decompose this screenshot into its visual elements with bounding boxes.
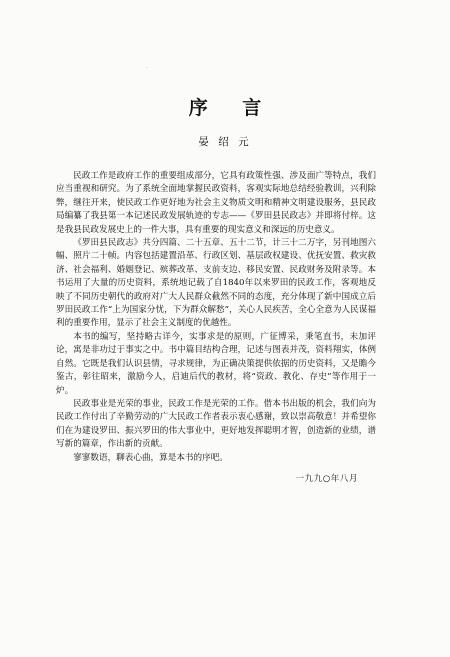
paragraph: 本书的编写，坚持略古详今，实事求是的原则，广征博采，秉笔直书，未加评论，寓是非功过于事实之中。书中篇目结构合理，记述与图表并茂，资料翔实，体例自然。它既是我们认识县情，寻求规律，为正确决策提供依据的历史资料，又是瞻今鉴古，彰往昭来，激励今人，启迪后代的教材，将“资政、教化、存史”等作用于一炉。 [56,331,376,396]
paragraph: 民政工作是政府工作的重要组成部分，它具有政策性强、涉及面广等特点，我们应当重视和研究。为了系统全面地掌握民政资料，客观实际地总结经验教训，兴利除弊，继往开来，使民政工作更好地为社会主义物质文明和精神文明建设服务，县民政局编纂了我县第一本记述民政发展轨迹的专志——《罗田县民政志》并即将付梓。这是我县民政发展史上的一件大事，具有重要的现实意义和深远的历史意义。 [56,171,376,235]
scan-speck: · [146,65,148,72]
page-title: 序 言 [188,97,276,119]
preface-date: 一九九○年八月 [295,474,358,484]
preface-body [56,170,376,465]
paragraph: 《罗田县民政志》共分四篇、二十五章、五十二节，计三十二万字，另刊地图六幅、照片二十帧。内容包括建置沿革、行政区划、基层政权建设、优抚安置、救灾救济、社会福利、婚姻登记、殡葬改革、支前支边、移民安置、民政财务及附录等。本书运用了大量的历史资料，系统地记载了自1840年以来罗田的民政工作，客观地反映了不同历史朝代的政府对广大人民群众截然不同的态度，充分体现了新中国成立后罗田民政工作“上为国家分忧，下为群众解愁”，关心人民疾苦，全心全意为人民谋福利的重要作用，显示了社会主义制度的优越性。 [56,238,376,329]
paragraph: 民政事业是光荣的事业，民政工作是光荣的工作。借本书出版的机会，我们向为民政工作付出了辛勤劳动的广大民政工作者表示衷心感谢，致以崇高敬意！并希望你们在为建设罗田、振兴罗田的伟大事业中，更好地发挥聪明才智，创造新的业绩，谱写新的篇章，作出新的贡献。 [56,398,376,450]
paragraph: 寥寥数语，聊表心曲，算是本书的序吧。 [73,452,228,463]
author-name: 晏 绍 元 [198,136,252,148]
